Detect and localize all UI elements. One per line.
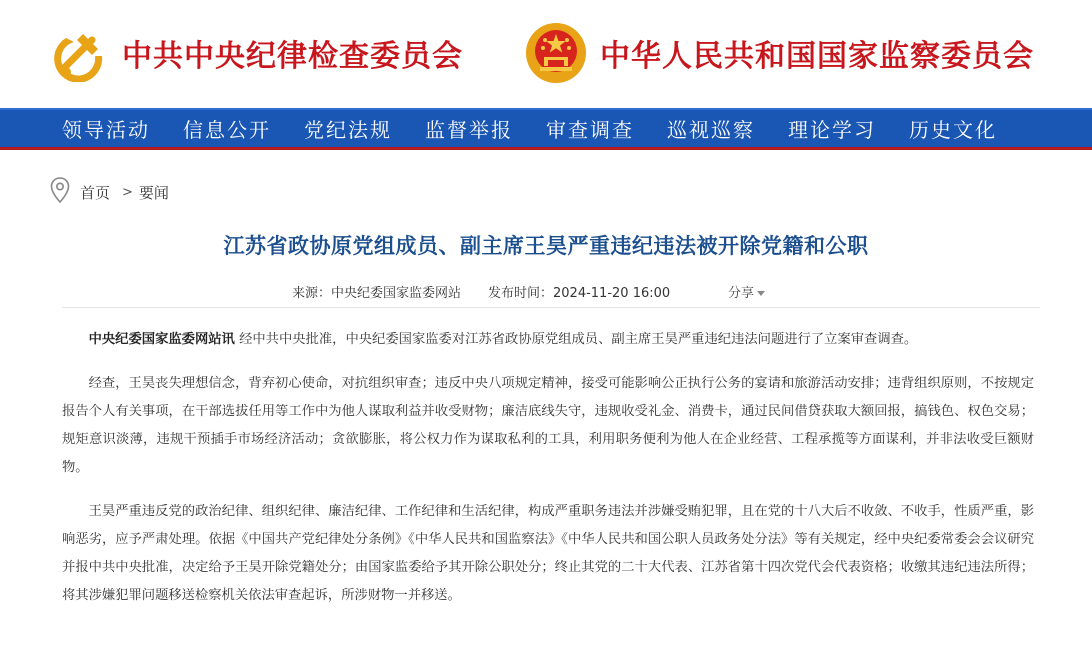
lead-source: 中央纪委国家监委网站讯 bbox=[88, 332, 235, 347]
source-value: 中央纪委国家监委网站 bbox=[331, 286, 462, 301]
nav-item-leadership[interactable]: 领导活动 bbox=[62, 118, 150, 142]
chevron-down-icon bbox=[757, 291, 765, 296]
paragraph-text: 经中共中央批准，中央纪委国家监委对江苏省政协原党组成员、副主席王昊严重违纪违法问题进行了立案审查调查。 bbox=[239, 332, 918, 347]
article-title: 江苏省政协原党组成员、副主席王昊严重违纪违法被开除党籍和公职 bbox=[223, 234, 869, 258]
source-label: 来源： bbox=[292, 286, 332, 301]
article-paragraph bbox=[62, 326, 1034, 354]
ccdi-brand[interactable] bbox=[52, 18, 463, 88]
nsc-brand[interactable] bbox=[524, 18, 1034, 88]
nav-item-history[interactable]: 历史文化 bbox=[909, 118, 997, 142]
main-nav bbox=[0, 108, 1092, 150]
breadcrumb bbox=[50, 178, 169, 206]
share-button[interactable] bbox=[728, 282, 765, 301]
location-pin-icon bbox=[50, 177, 70, 207]
nav-item-report[interactable]: 监督举报 bbox=[425, 118, 513, 142]
article-paragraph: 王昊严重违反党的政治纪律、组织纪律、廉洁纪律、工作纪律和生活纪律，构成严重职务违法并涉嫌受贿犯罪，且在党的十八大后不收敛、不收手，性质严重，影响恶劣，应予严肃处理。依据《中国共产党纪律处分条例》《中华人民共和国监察法》《中华人民共和国公职人员政务处分法》等有关规定，经中央纪委常委会会议研究并报中共中央批准，决定给予王昊开除党籍处分；由国家监委给予其开除公职处分；终止其党的二十大代表、江苏省第十四次党代会代表资格；收缴其违纪违法所得；将其涉嫌犯罪问题移送检察机关依法审查起诉，所涉财物一并移送。 bbox=[62, 504, 1034, 603]
nav-item-investigation[interactable]: 审查调查 bbox=[546, 118, 634, 142]
breadcrumb-home-link[interactable]: 首页 bbox=[80, 183, 111, 202]
article-paragraph: 经查，王昊丧失理想信念，背弃初心使命，对抗组织审查；违反中央八项规定精神，接受可能影响公正执行公务的宴请和旅游活动安排；违背组织原则，不按规定报告个人有关事项，在干部选拔任用等工作中为他人谋取利益并收受财物；廉洁底线失守，违规收受礼金、消费卡，通过民间借贷获取大额回报，搞钱色、权色交易；规矩意识淡薄，违规干预插手市场经济活动；贪欲膨胀，将公权力作为谋取私利的工具，利用职务便利为他人在企业经营、工程承揽等方面谋利，并非法收受巨额财物。 bbox=[62, 376, 1034, 475]
national-emblem-icon bbox=[524, 21, 588, 85]
article-body bbox=[62, 326, 1034, 626]
time-value: 2024-11-20 16:00 bbox=[553, 286, 671, 301]
ccdi-title: 中共中央纪律检查委员会 bbox=[122, 39, 463, 74]
party-emblem-icon bbox=[52, 24, 110, 82]
nsc-title: 中华人民共和国国家监察委员会 bbox=[600, 39, 1034, 74]
nav-item-info-disclosure[interactable]: 信息公开 bbox=[183, 118, 271, 142]
nav-item-inspection[interactable]: 巡视巡察 bbox=[667, 118, 755, 142]
breadcrumb-current[interactable]: 要闻 bbox=[138, 183, 169, 202]
article-meta bbox=[0, 282, 1092, 302]
divider bbox=[62, 307, 1040, 308]
article-source bbox=[292, 282, 461, 301]
site-header bbox=[0, 0, 1092, 108]
time-label: 发布时间： bbox=[488, 286, 554, 301]
article-time bbox=[488, 282, 670, 301]
share-label: 分享 bbox=[728, 286, 755, 301]
nav-item-regulations[interactable]: 党纪法规 bbox=[304, 118, 392, 142]
breadcrumb-separator: > bbox=[122, 184, 133, 200]
nav-item-theory[interactable]: 理论学习 bbox=[788, 118, 876, 142]
